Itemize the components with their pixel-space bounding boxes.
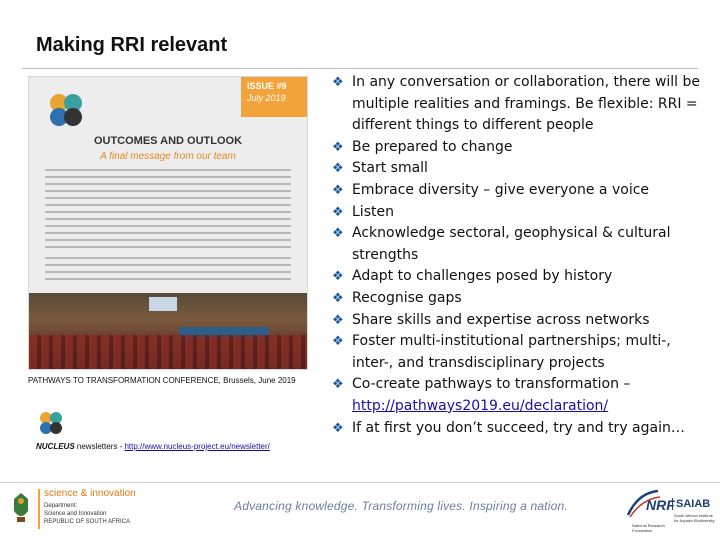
diamond-bullet-icon: ❖	[332, 334, 344, 350]
bullet-item	[332, 374, 704, 417]
issue-badge	[241, 77, 307, 117]
diamond-bullet-icon: ❖	[332, 377, 344, 393]
newsletter-body-text	[45, 169, 291, 251]
bullet-item	[332, 418, 704, 440]
diamond-bullet-icon: ❖	[332, 290, 344, 306]
coat-of-arms-icon	[10, 491, 32, 525]
bullet-text: Listen	[352, 203, 394, 220]
bullet-text: Start small	[352, 160, 428, 177]
title-divider	[22, 68, 698, 69]
bullet-text: Be prepared to change	[352, 138, 513, 155]
nrf-label: NRF	[646, 497, 675, 513]
dept-line-3: REPUBLIC OF SOUTH AFRICA	[44, 519, 131, 525]
newsletter-body-text-2	[45, 257, 291, 285]
newsletter-link[interactable]: http://www.nucleus-project.eu/newsletter/	[124, 442, 270, 451]
diamond-bullet-icon: ❖	[332, 226, 344, 242]
bullet-text: If at first you don’t succeed, try and try again…	[352, 419, 685, 436]
nrf-sub-label: National Research Foundation	[632, 523, 665, 533]
bullet-item	[332, 288, 704, 310]
newsletter-caption-text: newsletters -	[74, 442, 125, 451]
saiab-sub-label: South African Institute for Aquatic Biodiversity	[674, 513, 715, 523]
bullet-item	[332, 266, 704, 288]
projection-screen	[149, 297, 177, 311]
bullet-text: Adapt to challenges posed by history	[352, 268, 613, 285]
conference-photo	[29, 293, 307, 369]
bullet-list	[332, 72, 704, 439]
bullet-text: Acknowledge sectoral, geophysical & cultural strengths	[352, 225, 671, 263]
bullet-item	[332, 223, 704, 266]
footer	[0, 483, 720, 540]
issue-date: July 2019	[247, 93, 286, 103]
bullet-item	[332, 137, 704, 159]
diamond-bullet-icon: ❖	[332, 161, 344, 177]
bullet-item	[332, 331, 704, 374]
newsletter-subheading: A final message from our team	[100, 151, 236, 162]
dept-divider	[38, 489, 40, 529]
pathways-declaration-link[interactable]: http://pathways2019.eu/declaration/	[352, 397, 609, 414]
bullet-item	[332, 202, 704, 224]
dept-details	[44, 502, 130, 526]
audience-seats	[29, 335, 307, 369]
diamond-bullet-icon: ❖	[332, 420, 344, 436]
bullet-item	[332, 180, 704, 202]
conference-caption: PATHWAYS TO TRANSFORMATION CONFERENCE, Brussels, June 2019	[28, 376, 296, 385]
saiab-label: SAIAB	[672, 498, 710, 510]
diamond-bullet-icon: ❖	[332, 204, 344, 220]
diamond-bullet-icon: ❖	[332, 75, 344, 90]
bullet-text: Foster multi-institutional partnerships; multi-, inter-, and transdisciplinary projects	[352, 333, 671, 371]
dept-line-1: Department:	[44, 503, 78, 509]
issue-number: ISSUE #9	[247, 81, 287, 91]
bullet-item	[332, 158, 704, 180]
dept-title: science & innovation	[44, 488, 136, 499]
diamond-bullet-icon: ❖	[332, 312, 344, 328]
diamond-bullet-icon: ❖	[332, 269, 344, 285]
nucleus-logo-icon	[43, 87, 89, 133]
bullet-text: Recognise gaps	[352, 289, 462, 306]
slide-title: Making RRI relevant	[36, 34, 228, 56]
nucleus-logo-small-icon	[36, 408, 66, 438]
diamond-bullet-icon: ❖	[332, 182, 344, 198]
bullet-text: Embrace diversity – give everyone a voice	[352, 181, 650, 198]
newsletter-caption	[36, 442, 270, 451]
footer-slogan: Advancing knowledge. Transforming lives. Inspiring a nation.	[234, 499, 568, 513]
diamond-bullet-icon: ❖	[332, 139, 344, 155]
dept-line-2: Science and Innovation	[44, 511, 107, 517]
newsletter-heading: OUTCOMES AND OUTLOOK	[93, 135, 243, 147]
newsletter-brand: NUCLEUS	[36, 442, 75, 451]
bullet-item	[332, 72, 704, 137]
bullet-text: Share skills and expertise across networks	[352, 311, 650, 328]
bullet-text: Co-create pathways to transformation –	[352, 376, 631, 393]
bullet-text: In any conversation or collaboration, there will be multiple realities and framings. Be flexible: RRI = different things to different people	[352, 74, 701, 134]
newsletter-image	[28, 76, 308, 370]
bullet-item	[332, 310, 704, 332]
